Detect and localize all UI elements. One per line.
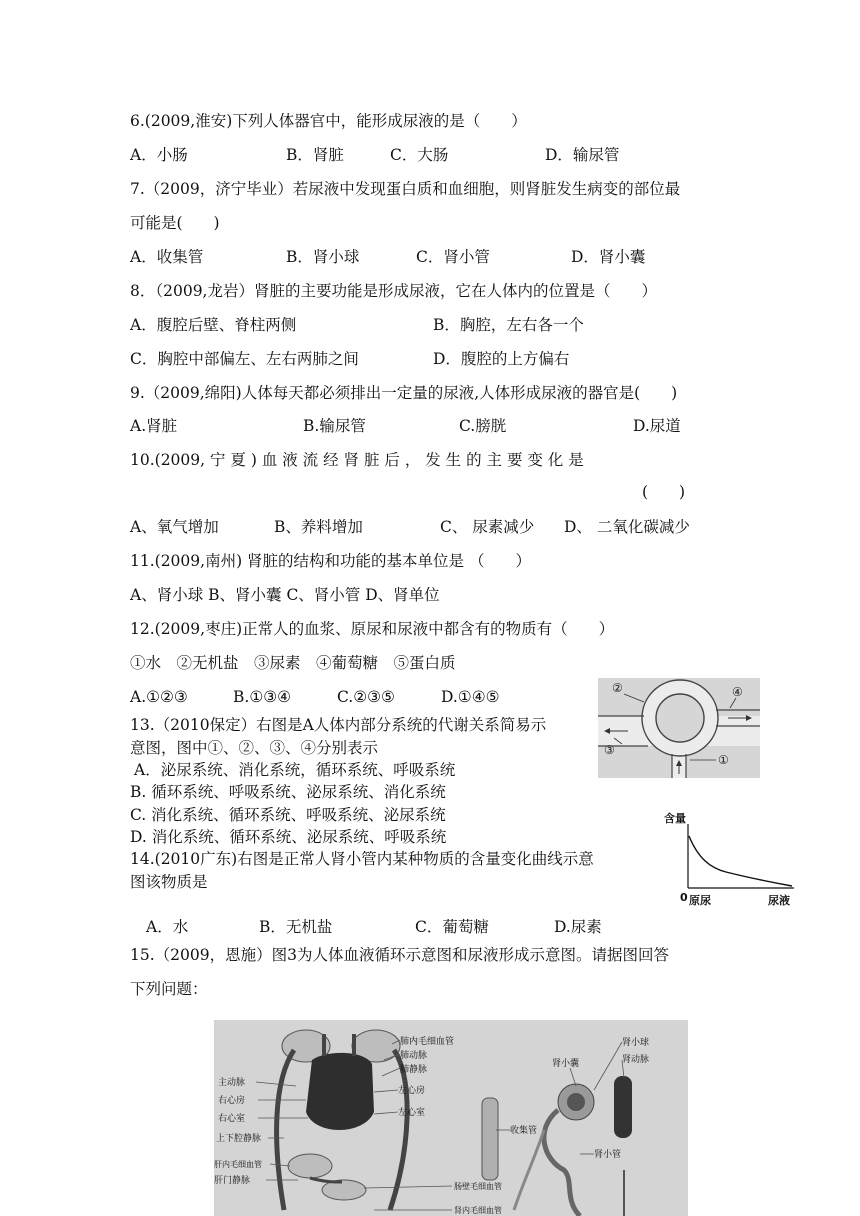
label-bowmans-capsule: 肾小囊: [552, 1059, 580, 1069]
q10-option-d: D、 二氧化碳减少: [564, 518, 690, 536]
q10-option-b: B、养料增加: [274, 518, 363, 536]
q14-stem-line1: 14.(2010广东)右图是正常人肾小管内某种物质的含量变化曲线示意: [130, 850, 594, 868]
q12-stem: 12.(2009,枣庄)正常人的血浆、原尿和尿液中都含有的物质有（ ）: [130, 620, 615, 638]
q7-option-b: B．肾小球: [286, 248, 360, 266]
q13-stem-line1: 13.（2010保定）右图是A人体内部分系统的代谢关系简易示: [130, 716, 547, 734]
q6-stem: 6.(2009,淮安)下列人体器官中，能形成尿液的是（ ）: [130, 112, 527, 130]
q13-label-4: ④: [732, 685, 743, 699]
q13-option-d: D. 消化系统、循环系统、泌尿系统、呼吸系统: [130, 828, 447, 846]
q10-option-a: A、氧气增加: [130, 518, 219, 536]
label-vena-cava: 上下腔静脉: [216, 1134, 262, 1144]
q13-option-b: B. 循环系统、呼吸系统、泌尿系统、消化系统: [130, 783, 446, 801]
q7-stem-line1: 7.（2009，济宁毕业）若尿液中发现蛋白质和血细胞，则肾脏发生病变的部位最: [130, 180, 681, 198]
q6-option-b: B．肾脏: [286, 146, 344, 164]
label-glomerulus: 肾小球: [622, 1038, 650, 1048]
q13-stem-line2: 意图，图中①、②、③、④分别表示: [130, 739, 379, 757]
label-aorta: 主动脉: [218, 1078, 246, 1088]
label-pulmonary-artery: 肺动脉: [400, 1051, 428, 1061]
label-kidney-capillary: 肾内毛细血管: [454, 1206, 502, 1215]
q14-x-end: 尿液: [768, 894, 790, 907]
q12-option-b: B.①③④: [233, 688, 292, 706]
q7-option-a: A．收集管: [130, 248, 204, 266]
q10-option-c: C、 尿素减少: [440, 518, 535, 536]
q9-option-d: D.尿道: [633, 417, 681, 435]
q8-stem: 8．（2009,龙岩）肾脏的主要功能是形成尿液，它在人体内的位置是（ ）: [130, 282, 657, 300]
q14-chart: [660, 806, 800, 912]
label-pulmonary-capillary: 肺内毛细血管: [400, 1037, 455, 1047]
q14-option-a: A．水: [146, 918, 189, 936]
q9-option-a: A.肾脏: [130, 417, 178, 435]
q15-stem-line1: 15.（2009，恩施）图3为人体血液循环示意图和尿液形成示意图。请据图回答: [130, 946, 669, 964]
q7-option-d: D．肾小囊: [571, 248, 646, 266]
label-right-ventricle: 右心室: [218, 1114, 246, 1124]
q14-x-start: 原尿: [689, 894, 711, 907]
q8-option-c: C．胸腔中部偏左、左右两肺之间: [130, 350, 359, 368]
q13-figure: [598, 678, 760, 778]
q13-label-2: ②: [612, 681, 623, 695]
q13-option-c: C. 消化系统、循环系统、呼吸系统、泌尿系统: [130, 806, 446, 824]
q6-option-c: C．大肠: [390, 146, 449, 164]
q7-stem-line2: 可能是( ): [130, 214, 220, 232]
q13-label-3: ③: [604, 743, 615, 757]
q14-option-b: B．无机盐: [259, 918, 333, 936]
q14-stem-line2: 图该物质是: [130, 873, 208, 891]
q7-option-c: C．肾小管: [416, 248, 490, 266]
label-left-atrium: 左心房: [398, 1086, 426, 1096]
q14-option-d: D.尿素: [554, 918, 602, 936]
q13-label-1: ①: [718, 753, 729, 767]
label-liver-capillary: 肝内毛细血管: [214, 1160, 262, 1169]
q8-option-d: D．腹腔的上方偏右: [433, 350, 570, 368]
q9-option-c: C.膀胱: [459, 417, 507, 435]
label-hepatic-portal-vein: 肝门静脉: [214, 1176, 251, 1186]
q13-option-a: A．泌尿系统、消化系统，循环系统、呼吸系统: [134, 761, 456, 779]
q15-stem-line2: 下列问题：: [130, 980, 208, 998]
label-intestinal-capillary: 肠壁毛细血管: [454, 1182, 502, 1191]
q10-bracket: ( ): [642, 483, 686, 501]
q8-option-a: A．腹腔后壁、脊柱两侧: [130, 316, 297, 334]
q14-origin: 0: [680, 891, 688, 904]
label-left-ventricle: 左心室: [398, 1108, 426, 1118]
q12-option-a: A.①②③: [130, 688, 188, 706]
label-renal-artery: 肾动脉: [622, 1055, 650, 1065]
q11-options: A、肾小球 B、肾小囊 C、肾小管 D、肾单位: [130, 586, 440, 604]
q12-option-d: D.①④⑤: [441, 688, 500, 706]
q15-figure: [214, 1020, 688, 1216]
label-collecting-duct: 收集管: [510, 1126, 538, 1136]
q14-curve: [689, 836, 792, 886]
q8-option-b: B．胸腔，左右各一个: [433, 316, 584, 334]
q14-ylabel: 含量: [664, 812, 686, 825]
q12-items: ①水 ②无机盐 ③尿素 ④葡萄糖 ⑤蛋白质: [130, 654, 456, 672]
q9-stem: 9.（2009,绵阳)人体每天都必须排出一定量的尿液,人体形成尿液的器官是( ): [130, 384, 678, 402]
q10-stem: 10.(2009, 宁 夏 ) 血 液 流 经 肾 脏 后 ， 发 生 的 主 要 变 化 是: [130, 451, 584, 469]
label-renal-tubule: 肾小管: [594, 1150, 622, 1160]
label-right-atrium: 右心房: [218, 1096, 246, 1106]
q11-stem: 11.(2009,南州) 肾脏的结构和功能的基本单位是 （ ）: [130, 552, 531, 570]
q6-option-a: A．小肠: [130, 146, 188, 164]
q14-option-c: C．葡萄糖: [415, 918, 489, 936]
q9-option-b: B.输尿管: [303, 417, 366, 435]
q6-option-d: D．输尿管: [545, 146, 620, 164]
q12-option-c: C.②③⑤: [337, 688, 395, 706]
label-pulmonary-vein: 肺静脉: [400, 1065, 428, 1075]
